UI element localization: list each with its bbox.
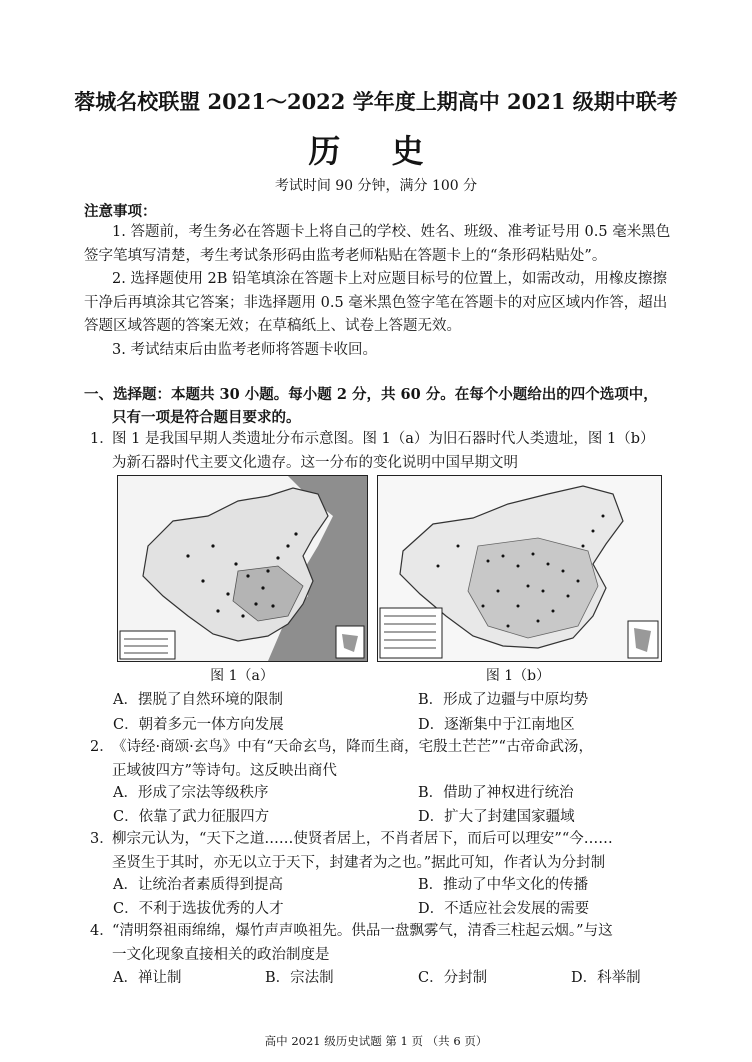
notice-item: 3. 考试结束后由监考老师将答题卡收回。 bbox=[112, 341, 377, 358]
option-a[interactable]: A．形成了宗法等级秩序 bbox=[113, 785, 269, 801]
section-heading bbox=[84, 383, 684, 429]
question-stem-line2: 圣贤生于其时，亦无以立于天下，封建者为之也。”据此可知，作者认为分封制 bbox=[112, 854, 606, 871]
notice-list bbox=[84, 221, 674, 362]
question-stem-line2: 正域彼四方”等诗句。这反映出商代 bbox=[112, 762, 337, 779]
figure-caption-b: 图 1（b） bbox=[485, 668, 551, 684]
subject-title: 历 史 bbox=[308, 132, 444, 170]
question-stem-line2: 一文化现象直接相关的政治制度是 bbox=[112, 946, 330, 963]
option-d[interactable]: D．扩大了封建国家疆域 bbox=[418, 809, 575, 825]
option-b[interactable]: B．形成了边疆与中原均势 bbox=[418, 692, 589, 708]
notice-item: 2. 选择题使用 2B 铅笔填涂在答题卡上对应题目标号的位置上，如需改动，用橡皮擦擦干净后再填涂其它答案；非选择题用 0.5 毫米黑色签字笔在答题卡的对应区域内作答，超出答题区域答题的答案无效；在草稿纸上、试卷上答题无效。 bbox=[84, 271, 668, 334]
option-c[interactable]: C．依靠了武力征服四方 bbox=[113, 809, 270, 825]
question-number: 1． bbox=[90, 431, 114, 447]
question-stem-line1: 《诗经·商颂·玄鸟》中有“天命玄鸟，降而生商，宅殷土芒芒”“古帝命武汤， bbox=[112, 739, 593, 755]
question-stem-line1: “清明祭祖雨绵绵，爆竹声声唤祖先。供品一盘飘雾气，清香三柱起云烟。”与这 bbox=[112, 923, 613, 939]
option-b[interactable]: B．推动了中华文化的传播 bbox=[418, 877, 589, 893]
option-d[interactable]: D．逐渐集中于江南地区 bbox=[418, 717, 575, 733]
option-c[interactable]: C．分封制 bbox=[418, 970, 488, 986]
question-number: 2． bbox=[90, 739, 114, 755]
option-a[interactable]: A．摆脱了自然环境的限制 bbox=[113, 692, 283, 708]
option-b[interactable]: B．宗法制 bbox=[265, 970, 334, 986]
figure-caption-a: 图 1（a） bbox=[210, 668, 274, 684]
map-figure-b bbox=[377, 475, 662, 662]
question-stem-line1: 图 1 是我国早期人类遗址分布示意图。图 1（a）为旧石器时代人类遗址，图 1（b） bbox=[112, 431, 655, 447]
section-heading-line2: 只有一项是符合题目要求的。 bbox=[112, 409, 301, 426]
question-3 bbox=[90, 828, 680, 875]
question-2 bbox=[90, 736, 680, 783]
question-number: 4． bbox=[90, 923, 114, 939]
option-d[interactable]: D．不适应社会发展的需要 bbox=[418, 901, 590, 917]
question-number: 3． bbox=[90, 831, 114, 847]
china-map-b-icon bbox=[378, 476, 661, 661]
section-heading-line1: 一、选择题：本题共 30 小题。每小题 2 分，共 60 分。在每个小题给出的四个选项中， bbox=[84, 386, 658, 403]
map-figure-a bbox=[117, 475, 368, 662]
notice-heading: 注意事项： bbox=[84, 203, 157, 220]
notice-item: 1. 答题前，考生务必在答题卡上将自己的学校、姓名、班级、准考证号用 0.5 毫米黑色签字笔填写清楚，考生考试条形码由监考老师粘贴在答题卡上的“条形码粘贴处”。 bbox=[84, 224, 671, 264]
question-stem-line1: 柳宗元认为，“天下之道……使贤者居上，不肖者居下，而后可以理安”“今…… bbox=[112, 831, 613, 847]
question-4 bbox=[90, 920, 680, 967]
question-stem-line2: 为新石器时代主要文化遗存。这一分布的变化说明中国早期文明 bbox=[112, 454, 518, 471]
exam-title: 蓉城名校联盟 2021～2022 学年度上期高中 2021 级期中联考 bbox=[74, 89, 678, 114]
page-footer: 高中 2021 级历史试题 第 1 页 （共 6 页） bbox=[264, 1034, 488, 1048]
china-map-a-icon bbox=[118, 476, 367, 661]
option-a[interactable]: A．让统治者素质得到提高 bbox=[113, 877, 283, 893]
option-a[interactable]: A．禅让制 bbox=[113, 970, 182, 986]
question-1 bbox=[90, 428, 680, 475]
exam-info: 考试时间 90 分钟，满分 100 分 bbox=[274, 178, 478, 194]
option-b[interactable]: B．借助了神权进行统治 bbox=[418, 785, 574, 801]
option-c[interactable]: C．不利于选拔优秀的人才 bbox=[113, 901, 284, 917]
option-c[interactable]: C．朝着多元一体方向发展 bbox=[113, 717, 284, 733]
option-d[interactable]: D．科举制 bbox=[571, 970, 641, 986]
